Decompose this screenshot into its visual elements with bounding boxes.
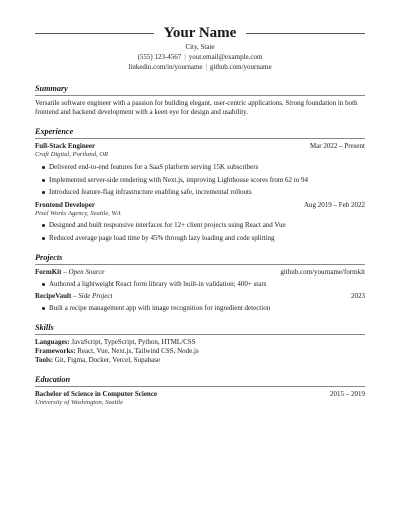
- bullet-item: Introduced feature-flag infrastructure enabling safe, incremental rollouts: [42, 188, 365, 197]
- project-title: RecipeVault – Side Project: [35, 292, 113, 301]
- separator: |: [184, 53, 186, 61]
- section-title-summary: Summary: [35, 84, 365, 96]
- location: City, State: [185, 43, 215, 51]
- skills-row-languages: [35, 338, 365, 347]
- education-entry: [35, 390, 365, 408]
- candidate-name: Your Name: [163, 25, 237, 41]
- phone: (555) 123-4567: [137, 53, 182, 61]
- job-header: [35, 201, 365, 210]
- name-row: [35, 24, 365, 42]
- bullet-item: Authored a lightweight React form library with built-in validation; 400+ stars: [42, 280, 365, 289]
- job-entry: [35, 142, 365, 197]
- project-entry: [35, 292, 365, 313]
- skills-label: Languages:: [35, 338, 70, 347]
- job-role: Full-Stack Engineer: [35, 142, 96, 151]
- project-bullets: [35, 304, 365, 313]
- section-title-education: Education: [35, 375, 365, 387]
- separator: |: [205, 63, 207, 71]
- project-name: FormKit: [35, 267, 62, 276]
- project-link[interactable]: github.com/yourname/formkit: [280, 267, 365, 276]
- job-bullets: [35, 163, 365, 197]
- project-subtitle: Open Source: [68, 267, 105, 276]
- skills-label: Frameworks:: [35, 347, 76, 356]
- skills-row-tools: [35, 356, 365, 365]
- school: University of Washington, Seattle: [35, 399, 124, 407]
- projects-section: [35, 253, 365, 314]
- education-header: [35, 390, 365, 399]
- github-link[interactable]: github.com/yourname: [209, 63, 272, 71]
- header-rule-right: [246, 33, 365, 34]
- project-header: [35, 292, 365, 301]
- section-title-skills: Skills: [35, 323, 365, 335]
- experience-section: [35, 127, 365, 242]
- skills-label: Tools:: [35, 356, 54, 365]
- skills-section: [35, 323, 365, 365]
- contact-line-2: [35, 62, 365, 72]
- bullet-item: Built a recipe management app with image recognition for ingredient detection: [42, 304, 365, 313]
- email-link[interactable]: your.email@example.com: [188, 53, 263, 61]
- bullet-item: Designed and built responsive interfaces for 12+ client projects using React and Vue: [42, 221, 365, 230]
- bullet-item: Implemented server-side rendering with Next.js, improving Lighthouse scores from 62 to 94: [42, 176, 365, 185]
- skills-row-frameworks: [35, 347, 365, 356]
- summary-section: [35, 84, 365, 117]
- degree: Bachelor of Science in Computer Science: [35, 390, 158, 399]
- section-title-experience: Experience: [35, 127, 365, 139]
- project-subtitle: Side Project: [78, 292, 113, 301]
- resume-header: [35, 24, 365, 72]
- linkedin-link[interactable]: linkedin.com/in/yourname: [128, 63, 203, 71]
- project-name: RecipeVault: [35, 292, 72, 301]
- project-entry: [35, 268, 365, 289]
- skills-value: JavaScript, TypeScript, Python, HTML/CSS: [71, 338, 196, 347]
- job-header: [35, 142, 365, 151]
- education-section: [35, 375, 365, 408]
- job-bullets: [35, 221, 365, 243]
- bullet-item: Delivered end-to-end features for a SaaS platform serving 15K subscribers: [42, 163, 365, 172]
- job-dates: Aug 2019 – Feb 2022: [303, 200, 365, 209]
- header-rule-left: [35, 33, 154, 34]
- project-year: 2023: [351, 292, 365, 301]
- skills-value: Git, Figma, Docker, Vercel, Supabase: [54, 356, 161, 365]
- project-bullets: [35, 280, 365, 289]
- job-company: Pixel Works Agency, Seattle, WA: [35, 209, 121, 217]
- job-role: Frontend Developer: [35, 200, 95, 209]
- job-company: Craft Digital, Portland, OR: [35, 151, 109, 159]
- bullet-item: Reduced average page load time by 45% through lazy loading and code splitting: [42, 234, 365, 243]
- summary-text: Versatile software engineer with a passion for building elegant, user-centric applications. Strong foundation in both frontend and backend development with a keen eye for design and usability.: [35, 99, 358, 117]
- job-entry: [35, 201, 365, 243]
- education-dates: 2015 – 2019: [330, 390, 365, 399]
- skills-value: React, Vue, Next.js, Tailwind CSS, Node.js: [77, 347, 199, 356]
- project-header: [35, 268, 365, 277]
- job-dates: Mar 2022 – Present: [309, 142, 365, 151]
- section-title-projects: Projects: [35, 253, 365, 265]
- contact-line-1: [35, 52, 365, 62]
- project-title: FormKit – Open Source: [35, 267, 105, 276]
